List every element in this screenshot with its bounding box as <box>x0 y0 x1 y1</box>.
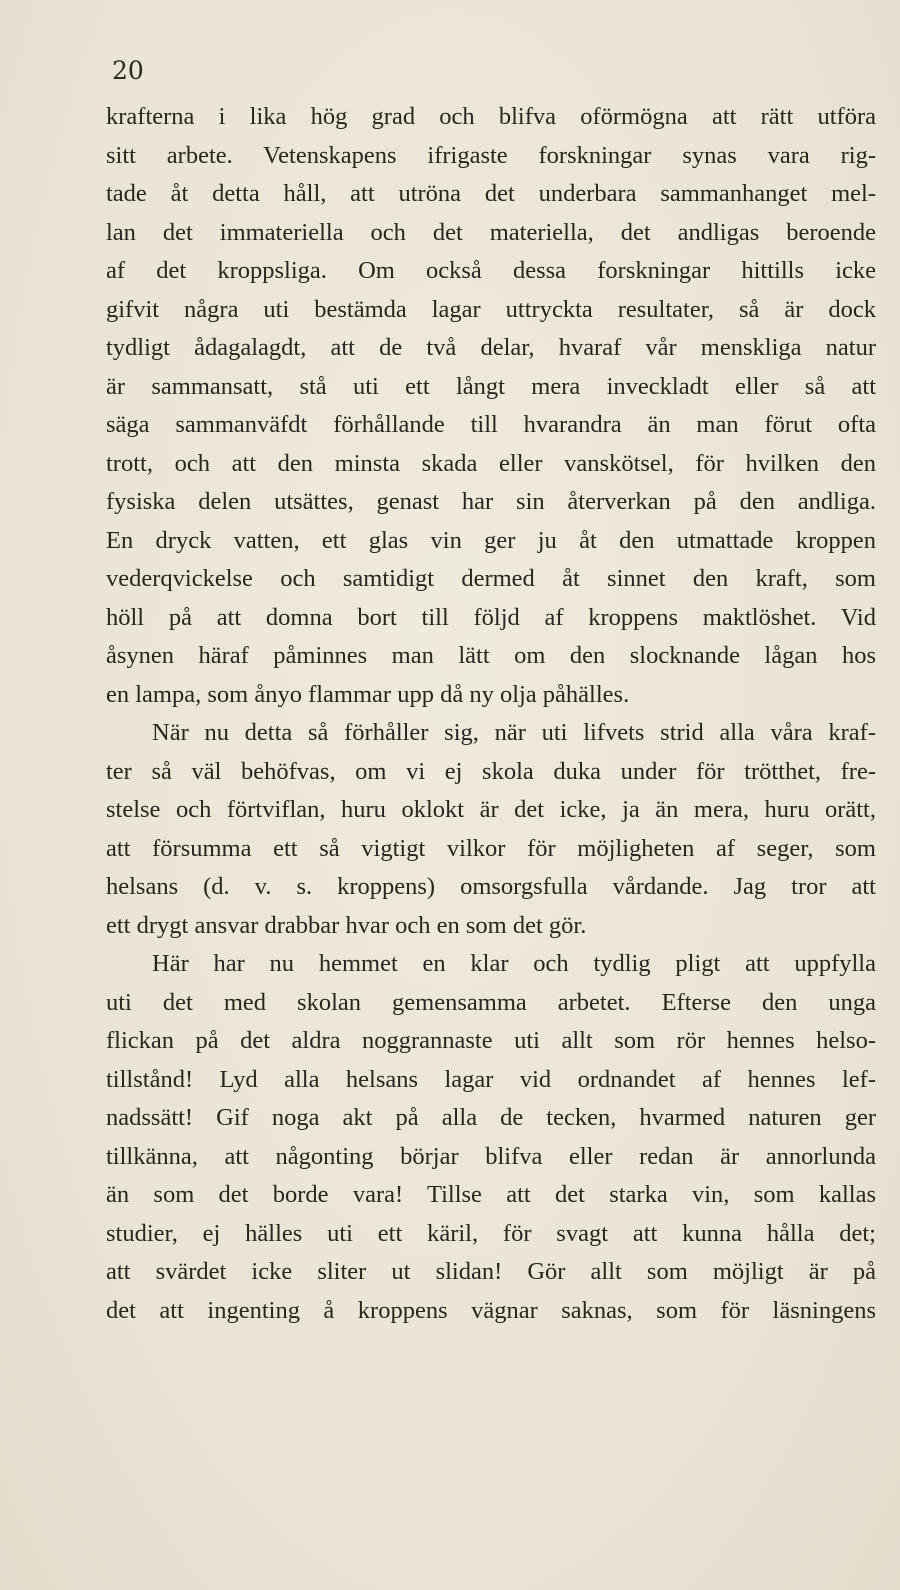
text-line: ter så väl behöfvas, om vi ej skola duka under för trötthet, fre- <box>106 757 876 785</box>
text-line: ett drygt ansvar drabbar hvar och en som det gör. <box>106 911 587 939</box>
text-line: är sammansatt, stå uti ett långt mera inveckladt eller så att <box>106 372 876 400</box>
text-line: trott, och att den minsta skada eller vanskötsel, för hvilken den <box>106 449 876 477</box>
text-line: åsynen häraf påminnes man lätt om den slocknande lågan hos <box>106 642 876 669</box>
text-line: helsans (d. v. s. kroppens) omsorgsfulla vårdande. Jag tror att <box>106 873 876 900</box>
text-line: höll på att domna bort till följd af kroppens maktlöshet. Vid <box>106 603 876 631</box>
body-text <box>106 98 876 1330</box>
text-line: vederqvickelse och samtidigt dermed åt sinnet den kraft, som <box>106 565 876 592</box>
text-line: När nu detta så förhåller sig, när uti lifvets strid alla våra kraf- <box>152 719 876 746</box>
text-line: nadssätt! Gif noga akt på alla de tecken, hvarmed naturen ger <box>106 1104 876 1131</box>
text-line: säga sammanväfdt förhållande till hvarandra än man förut ofta <box>106 411 876 438</box>
text-line: flickan på det aldra noggrannaste uti allt som rör hennes helso- <box>106 1027 876 1054</box>
text-line: gifvit några uti bestämda lagar uttryckta resultater, så är dock <box>106 295 876 323</box>
text-line: tade åt detta håll, att utröna det underbara sammanhanget mel- <box>106 180 876 207</box>
text-line: En dryck vatten, ett glas vin ger ju åt den utmattade kroppen <box>106 526 876 554</box>
text-line: fysiska delen utsättes, genast har sin återverkan på den andliga. <box>106 488 876 515</box>
text-line: att svärdet icke sliter ut slidan! Gör allt som möjligt är på <box>106 1258 876 1285</box>
text-line: tillkänna, att någonting börjar blifva eller redan är annorlunda <box>106 1142 876 1170</box>
text-line: studier, ej hälles uti ett käril, för svagt att kunna hålla det; <box>106 1219 876 1247</box>
text-line: uti det med skolan gemensamma arbetet. Efterse den unga <box>106 988 876 1016</box>
text-line: en lampa, som ånyo flammar upp då ny olja påhälles. <box>106 680 630 708</box>
text-line: än som det borde vara! Tillse att det starka vin, som kallas <box>106 1181 876 1208</box>
text-line: Här har nu hemmet en klar och tydlig pligt att uppfylla <box>152 950 876 977</box>
text-line: lan det immateriella och det materiella, det andligas beroende <box>106 218 876 246</box>
page-number: 20 <box>112 56 144 85</box>
text-line: krafterna i lika hög grad och blifva oförmögna att rätt utföra <box>106 103 876 130</box>
text-line: tillstånd! Lyd alla helsans lagar vid ordnandet af hennes lef- <box>106 1065 876 1093</box>
text-line: tydligt ådagalagdt, att de två delar, hvaraf vår menskliga natur <box>106 334 876 361</box>
text-line: stelse och förtviflan, huru oklokt är det icke, ja än mera, huru orätt, <box>106 796 876 823</box>
text-line: af det kroppsliga. Om också dessa forskningar hittills icke <box>106 257 876 284</box>
text-line: sitt arbete. Vetenskapens ifrigaste forskningar synas vara rig- <box>106 141 876 169</box>
text-line: att försumma ett så vigtigt vilkor för möjligheten af seger, som <box>106 834 876 862</box>
text-line: det att ingenting å kroppens vägnar saknas, som för läsningens <box>106 1296 876 1324</box>
